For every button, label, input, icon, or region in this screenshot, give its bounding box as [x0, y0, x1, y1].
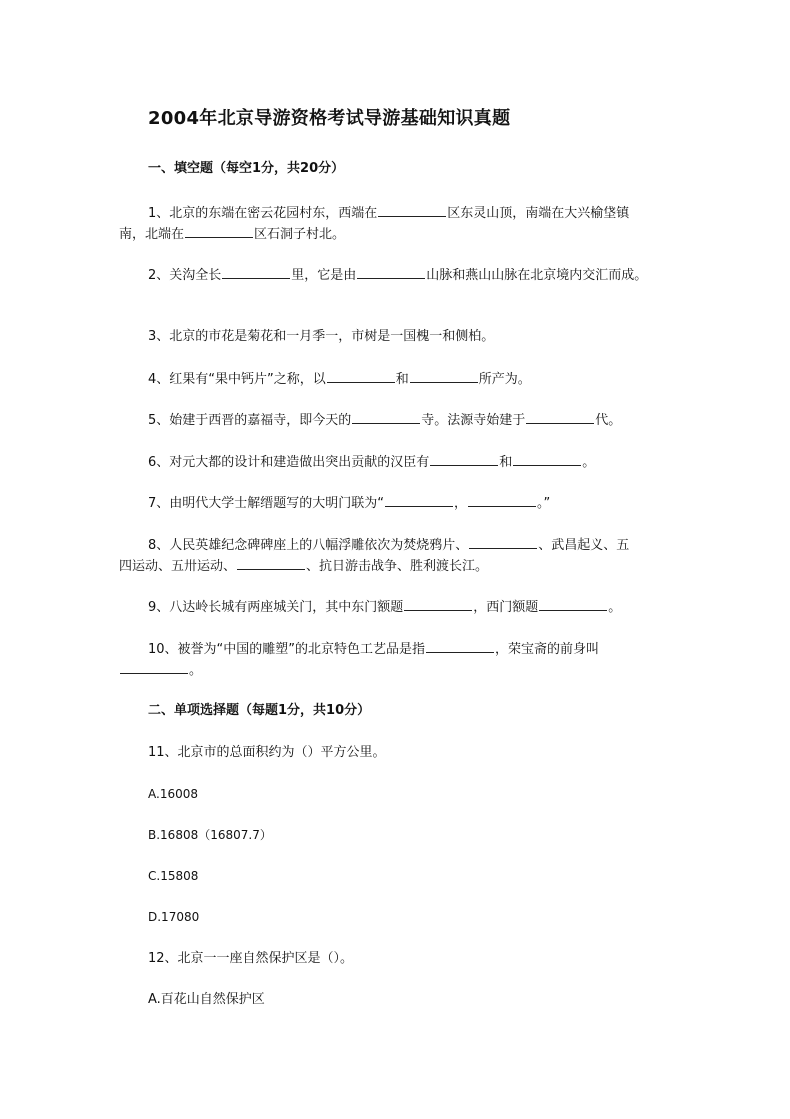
q5-text-c: 代。	[595, 413, 622, 428]
q2-text-b: 里，它是由	[291, 268, 357, 283]
question-2	[148, 265, 647, 285]
q7-text-c: 。”	[537, 496, 551, 511]
answer-blank	[469, 535, 537, 549]
question-4	[148, 369, 531, 389]
answer-blank	[539, 597, 607, 611]
q1-text-a: 1、北京的东端在密云花园村东，西端在	[148, 206, 378, 221]
q11-option-b: B.16808（16807.7）	[148, 828, 272, 842]
answer-blank	[426, 639, 494, 653]
q9-text-c: 。	[608, 600, 622, 615]
page-title: 2004年北京导游资格考试导游基础知识真题	[148, 108, 511, 129]
q6-text-c: 。	[582, 455, 596, 470]
question-8	[148, 535, 629, 555]
answer-blank	[237, 556, 305, 570]
q6-text-a: 6、对元大都的设计和建造做出突出贡献的汉臣有	[148, 455, 430, 470]
question-10-continued	[119, 660, 202, 680]
q1-text-c: 南，北端在	[119, 227, 185, 242]
q8-text-a: 8、人民英雄纪念碑碑座上的八幅浮雕依次为焚烧鸦片、	[148, 538, 469, 553]
answer-blank	[222, 265, 290, 279]
answer-blank	[430, 452, 498, 466]
answer-blank	[352, 410, 420, 424]
q7-text-b: ，	[454, 496, 468, 511]
answer-blank	[526, 410, 594, 424]
question-10	[148, 639, 599, 659]
q7-text-a: 7、由明代大学士解缙题写的大明门联为“	[148, 496, 385, 511]
q9-text-a: 9、八达岭长城有两座城关门，其中东门额题	[148, 600, 404, 615]
q6-text-b: 和	[499, 455, 513, 470]
question-12: 12、北京一一座自然保护区是（）。	[148, 951, 354, 966]
q9-text-b: ，西门额题	[473, 600, 539, 615]
answer-blank	[404, 597, 472, 611]
q11-option-c: C.15808	[148, 869, 199, 883]
q12-option-a: A.百花山自然保护区	[148, 992, 265, 1007]
question-3: 3、北京的市花是菊花和一月季一，市树是一国槐一和侧柏。	[148, 329, 495, 344]
question-1	[148, 203, 629, 223]
question-5	[148, 410, 621, 430]
answer-blank	[410, 369, 478, 383]
question-9	[148, 597, 621, 617]
q1-text-d: 区石洞子村北。	[254, 227, 346, 242]
answer-blank	[378, 203, 446, 217]
q5-text-b: 寺。法源寺始建于	[421, 413, 526, 428]
q11-option-d: D.17080	[148, 910, 200, 924]
question-1-continued	[119, 224, 345, 244]
q10-text-c: 。	[189, 663, 203, 678]
q11-option-a: A.16008	[148, 787, 198, 801]
q4-text-c: 所产为。	[478, 372, 531, 387]
answer-blank	[185, 224, 253, 238]
q10-text-a: 10、被誉为“中国的雕塑”的北京特色工艺品是指	[148, 642, 426, 657]
q4-text-a: 4、红果有“果中钙片”之称，以	[148, 372, 326, 387]
answer-blank	[513, 452, 581, 466]
q8-text-c: 四运动、五卅运动、	[119, 559, 237, 574]
q4-text-b: 和	[395, 372, 409, 387]
q8-text-d: 、抗日游击战争、胜利渡长江。	[306, 559, 489, 574]
answer-blank	[385, 493, 453, 507]
question-8-continued	[119, 556, 488, 576]
q2-text-a: 2、关沟全长	[148, 268, 222, 283]
q10-text-b: ，荣宝斋的前身叫	[495, 642, 600, 657]
question-7	[148, 493, 550, 513]
question-6	[148, 452, 595, 472]
answer-blank	[468, 493, 536, 507]
section-1-heading: 一、填空题（每空1分，共20分）	[148, 161, 345, 176]
q5-text-a: 5、始建于西晋的嘉福寺，即今天的	[148, 413, 352, 428]
answer-blank	[327, 369, 395, 383]
q2-text-c: 山脉和燕山山脉在北京境内交汇而成。	[426, 268, 648, 283]
question-11: 11、北京市的总面积约为（）平方公里。	[148, 745, 386, 760]
answer-blank	[357, 265, 425, 279]
answer-blank	[120, 660, 188, 674]
section-2-heading: 二、单项选择题（每题1分，共10分）	[148, 703, 371, 718]
q8-text-b: 、武昌起义、五	[538, 538, 630, 553]
q1-text-b: 区东灵山顶，南端在大兴榆垡镇	[447, 206, 630, 221]
